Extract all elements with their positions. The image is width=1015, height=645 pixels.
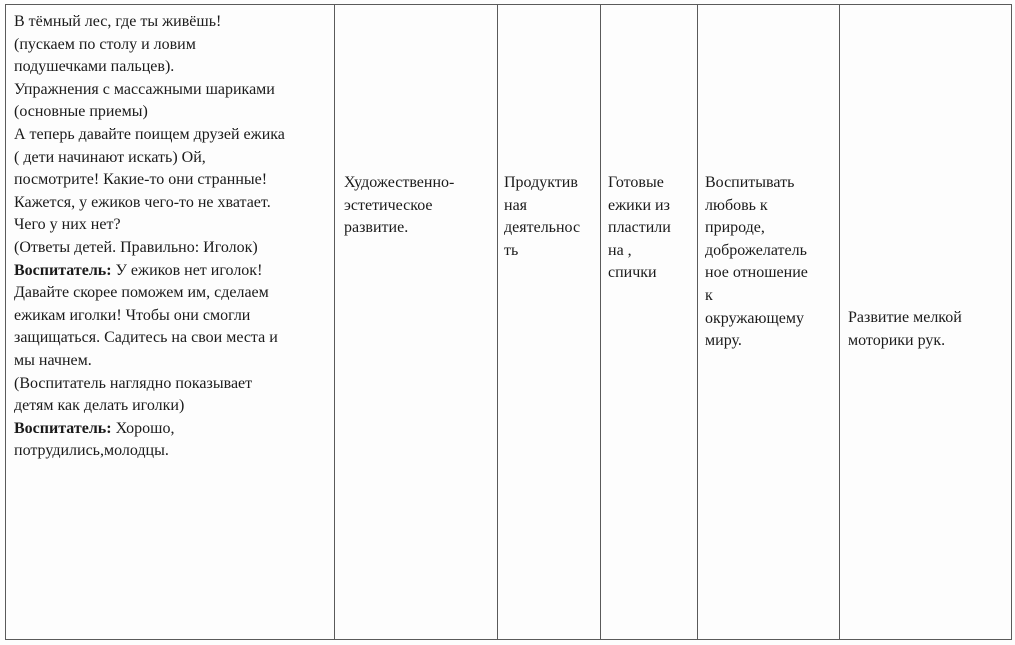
- text-line: ть: [504, 241, 519, 259]
- text-line: Воспитывать: [705, 174, 795, 191]
- text-line: детям как делать иголки): [14, 397, 185, 415]
- development-goal-cell: [840, 5, 1012, 640]
- speaker-text: У ежиков нет иголок!: [111, 261, 263, 279]
- text-line: ное отношение: [705, 264, 808, 282]
- educational-area-cell: [335, 5, 498, 640]
- text-line: потрудились,молодцы.: [14, 442, 169, 460]
- text-line: мы начнем.: [14, 351, 92, 369]
- text-line: Готовые: [608, 174, 664, 191]
- text-line: доброжелатель: [705, 241, 807, 259]
- speaker-line: [14, 418, 330, 441]
- text-line: Чего у них нет?: [14, 216, 121, 234]
- text-line: Упражнения с массажными шариками: [14, 80, 275, 98]
- text-line: пластили: [608, 219, 671, 237]
- text-line: подушечками пальцев).: [14, 58, 175, 76]
- text-line: ежикам иголки! Чтобы они смогли: [14, 306, 251, 324]
- text-line: ежики из: [608, 196, 670, 214]
- lesson-plan-table: [5, 4, 1012, 640]
- text-line: (Воспитатель наглядно показывает: [14, 374, 253, 392]
- text-line: эстетическое: [344, 196, 433, 214]
- text-line: развитие.: [344, 219, 409, 237]
- text-line: (пускаем по столу и ловим: [14, 35, 196, 53]
- text-line: (основные приемы): [14, 103, 148, 121]
- text-line: на ,: [608, 241, 632, 259]
- text-line: любовь к: [705, 196, 768, 214]
- text-line: окружающему: [705, 309, 805, 327]
- text-line: моторики рук.: [848, 331, 946, 349]
- text-line: Художественно-: [344, 174, 455, 191]
- text-line: Давайте скорее поможем им, сделаем: [14, 284, 269, 302]
- speaker-line: [14, 260, 330, 283]
- activity-type-cell: [498, 5, 601, 640]
- lesson-activity-cell: [6, 5, 335, 640]
- text-line: деятельнос: [504, 219, 581, 237]
- text-line: спички: [608, 264, 657, 282]
- table-row: [6, 5, 1012, 640]
- text-line: посмотрите! Какие-то они странные!: [14, 171, 268, 189]
- text-line: Развитие мелкой: [848, 309, 962, 326]
- speaker-label: Воспитатель:: [14, 419, 112, 437]
- text-line: А теперь давайте поищем друзей ежика: [14, 125, 285, 143]
- text-line: В тёмный лес, где ты живёшь!: [14, 13, 222, 30]
- text-line: ная: [504, 196, 528, 214]
- text-line: Продуктив: [504, 174, 578, 191]
- text-line: природе,: [705, 219, 765, 237]
- text-line: Кажется, у ежиков чего-то не хватает.: [14, 193, 271, 211]
- text-line: ( дети начинают искать) Ой,: [14, 148, 206, 166]
- text-line: миру.: [705, 332, 742, 350]
- speaker-text: Хорошо,: [111, 419, 175, 437]
- text-line: защищаться. Садитесь на свои места и: [14, 329, 278, 347]
- materials-cell: [601, 5, 698, 640]
- speaker-label: Воспитатель:: [14, 261, 112, 279]
- text-line: к: [705, 286, 713, 304]
- text-line: (Ответы детей. Правильно: Иголок): [14, 238, 258, 256]
- upbringing-goal-cell: [698, 5, 840, 640]
